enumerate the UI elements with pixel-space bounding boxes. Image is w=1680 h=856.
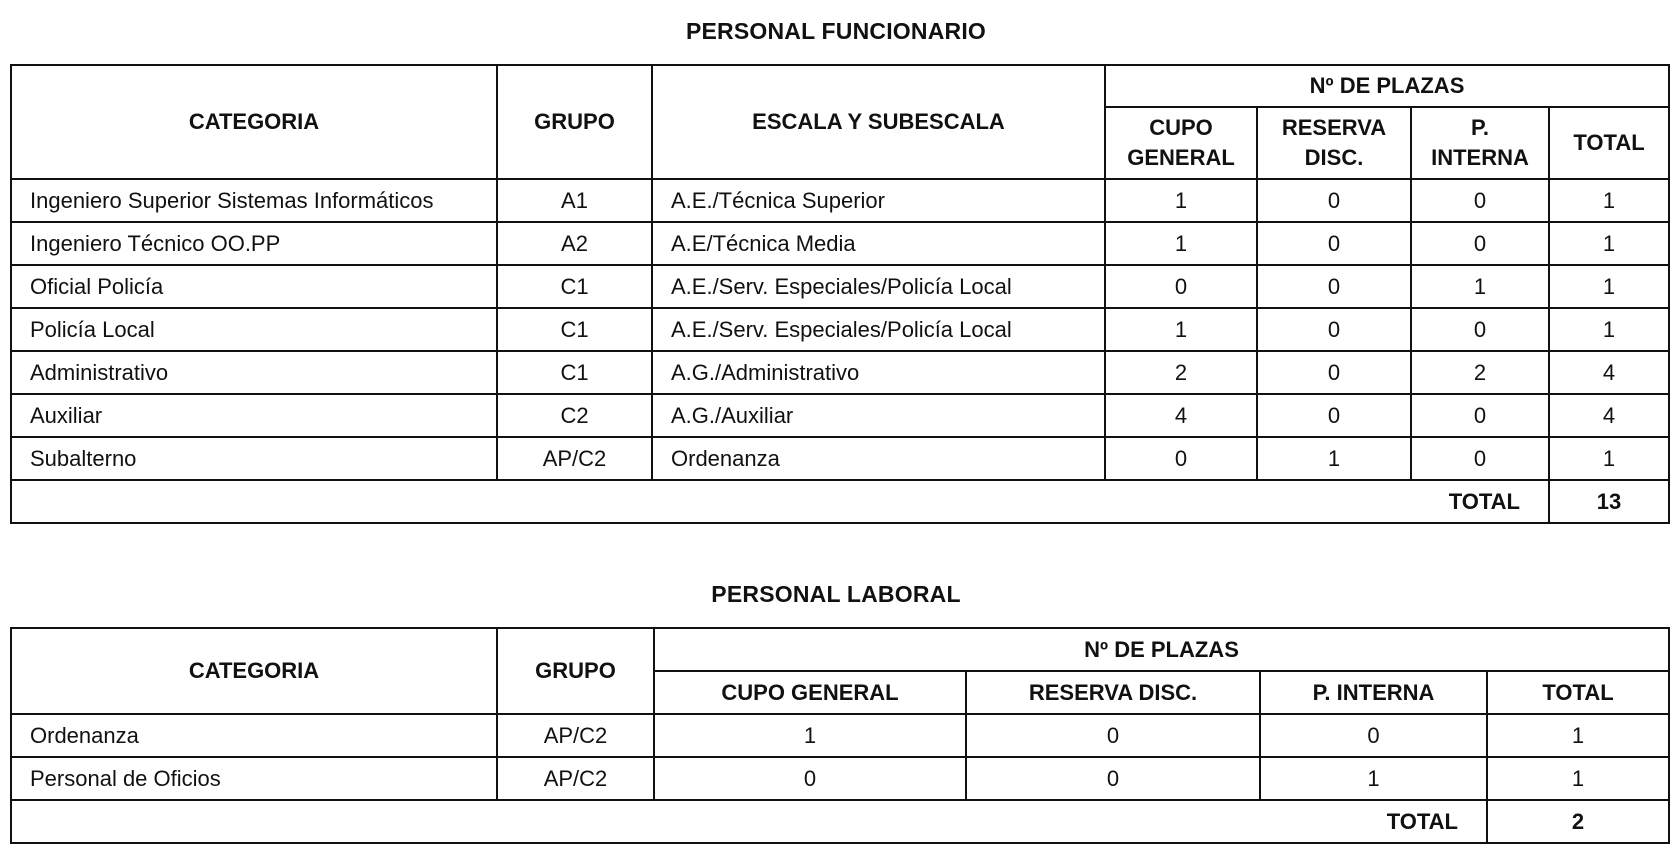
cell-interna: 2 [1411, 351, 1549, 394]
table-row [11, 308, 1669, 351]
cell-grupo: A2 [497, 222, 652, 265]
header-reserva [1257, 107, 1411, 179]
cell-interna: 0 [1411, 222, 1549, 265]
table-row [11, 437, 1669, 480]
cell-total: 4 [1549, 394, 1669, 437]
header-interna: P. INTERNA [1260, 671, 1487, 714]
header-cupo: CUPO GENERAL [654, 671, 966, 714]
cell-grupo: AP/C2 [497, 757, 654, 800]
cell-escala: A.G./Auxiliar [652, 394, 1105, 437]
table-row [11, 394, 1669, 437]
cell-escala: A.E./Técnica Superior [652, 179, 1105, 222]
cell-categoria: Policía Local [11, 308, 497, 351]
cell-cupo: 2 [1105, 351, 1257, 394]
cell-total: 1 [1549, 308, 1669, 351]
cell-categoria: Oficial Policía [11, 265, 497, 308]
cell-escala: A.E./Serv. Especiales/Policía Local [652, 308, 1105, 351]
cell-interna: 0 [1260, 714, 1487, 757]
cell-total: 4 [1549, 351, 1669, 394]
header-grupo: GRUPO [497, 65, 652, 179]
cell-total: 1 [1487, 757, 1669, 800]
laboral-table [10, 627, 1670, 844]
funcionario-table [10, 64, 1670, 524]
cell-grupo: C1 [497, 351, 652, 394]
cell-reserva: 0 [1257, 308, 1411, 351]
cell-total: 1 [1549, 265, 1669, 308]
header-categoria: CATEGORIA [11, 628, 497, 714]
cell-interna: 0 [1411, 437, 1549, 480]
cell-cupo: 1 [1105, 222, 1257, 265]
cell-reserva: 0 [1257, 179, 1411, 222]
cell-interna: 1 [1260, 757, 1487, 800]
cell-categoria: Administrativo [11, 351, 497, 394]
header-interna [1411, 107, 1549, 179]
header-interna-line1: P. [1471, 115, 1489, 140]
header-cupo [1105, 107, 1257, 179]
cell-cupo: 1 [1105, 308, 1257, 351]
header-grupo: GRUPO [497, 628, 654, 714]
cell-categoria: Subalterno [11, 437, 497, 480]
cell-grupo: AP/C2 [497, 437, 652, 480]
cell-reserva: 0 [966, 714, 1260, 757]
cell-grupo: C1 [497, 265, 652, 308]
header-reserva-line1: RESERVA [1281, 115, 1387, 140]
cell-reserva: 1 [1257, 437, 1411, 480]
table-row [11, 351, 1669, 394]
cell-interna: 1 [1411, 265, 1549, 308]
total-value: 2 [1487, 800, 1669, 843]
cell-cupo: 1 [654, 714, 966, 757]
cell-reserva: 0 [966, 757, 1260, 800]
header-plazas: Nº DE PLAZAS [1105, 65, 1669, 107]
total-row [11, 480, 1669, 523]
header-escala: ESCALA Y SUBESCALA [652, 65, 1105, 179]
cell-categoria: Personal de Oficios [11, 757, 497, 800]
cell-grupo: AP/C2 [497, 714, 654, 757]
header-reserva-line2: DISC. [1304, 145, 1364, 170]
cell-total: 1 [1487, 714, 1669, 757]
total-value: 13 [1549, 480, 1669, 523]
funcionario-title: PERSONAL FUNCIONARIO [685, 18, 987, 44]
header-categoria: CATEGORIA [11, 65, 497, 179]
laboral-title: PERSONAL LABORAL [711, 581, 961, 607]
cell-grupo: A1 [497, 179, 652, 222]
cell-escala: A.G./Administrativo [652, 351, 1105, 394]
table-row [11, 179, 1669, 222]
table-row [11, 222, 1669, 265]
table-row [11, 757, 1669, 800]
cell-reserva: 0 [1257, 351, 1411, 394]
header-cupo-line1: CUPO [1149, 115, 1213, 140]
cell-categoria: Ingeniero Superior Sistemas Informáticos [11, 179, 497, 222]
total-label: TOTAL [11, 480, 1549, 523]
header-cupo-line2: GENERAL [1127, 145, 1235, 170]
cell-cupo: 1 [1105, 179, 1257, 222]
header-total: TOTAL [1487, 671, 1669, 714]
cell-grupo: C1 [497, 308, 652, 351]
cell-total: 1 [1549, 437, 1669, 480]
cell-total: 1 [1549, 222, 1669, 265]
cell-reserva: 0 [1257, 394, 1411, 437]
cell-interna: 0 [1411, 179, 1549, 222]
cell-total: 1 [1549, 179, 1669, 222]
cell-grupo: C2 [497, 394, 652, 437]
cell-categoria: Ordenanza [11, 714, 497, 757]
cell-cupo: 0 [1105, 265, 1257, 308]
header-plazas: Nº DE PLAZAS [654, 628, 1669, 671]
cell-cupo: 0 [1105, 437, 1257, 480]
cell-categoria: Ingeniero Técnico OO.PP [11, 222, 497, 265]
cell-reserva: 0 [1257, 222, 1411, 265]
cell-reserva: 0 [1257, 265, 1411, 308]
cell-interna: 0 [1411, 394, 1549, 437]
cell-interna: 0 [1411, 308, 1549, 351]
cell-categoria: Auxiliar [11, 394, 497, 437]
cell-cupo: 4 [1105, 394, 1257, 437]
table-row [11, 714, 1669, 757]
header-reserva: RESERVA DISC. [966, 671, 1260, 714]
header-total: TOTAL [1549, 107, 1669, 179]
table-row [11, 265, 1669, 308]
cell-escala: A.E./Serv. Especiales/Policía Local [652, 265, 1105, 308]
total-row [11, 800, 1669, 843]
cell-escala: A.E/Técnica Media [652, 222, 1105, 265]
total-label: TOTAL [11, 800, 1487, 843]
cell-escala: Ordenanza [652, 437, 1105, 480]
header-interna-line2: INTERNA [1431, 145, 1529, 170]
cell-cupo: 0 [654, 757, 966, 800]
